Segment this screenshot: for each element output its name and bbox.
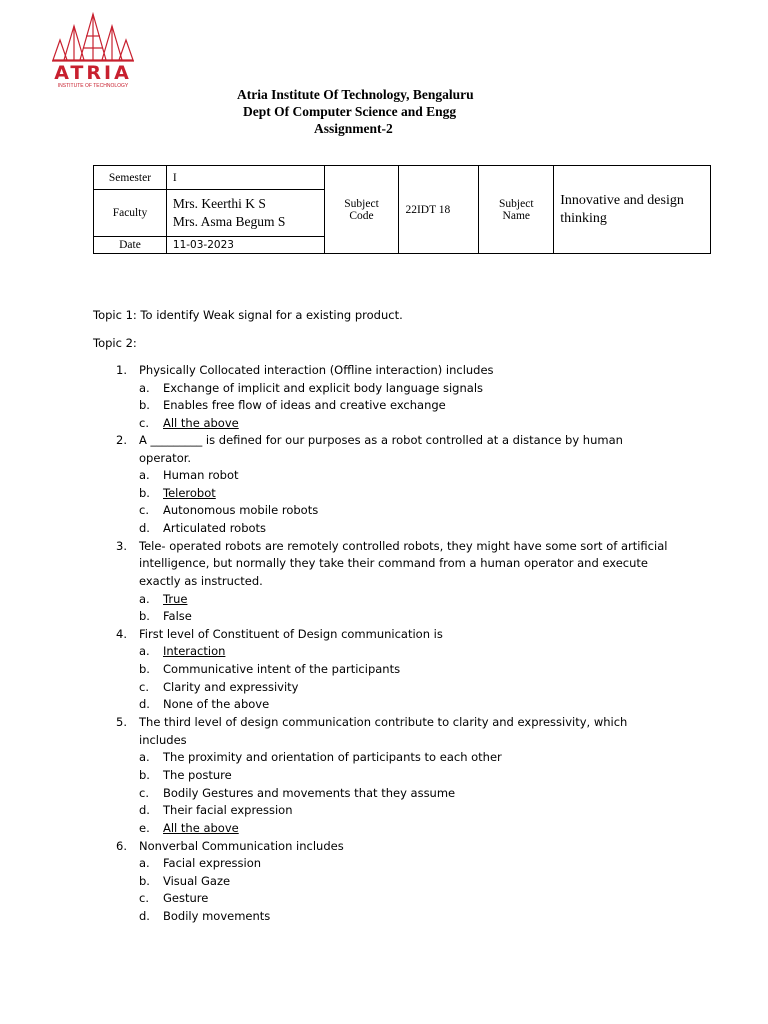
option-text: Communicative intent of the participants (163, 662, 401, 676)
correct-option-text: All the above (163, 416, 239, 430)
question-number: 3. (116, 539, 127, 553)
correct-option-text: True (163, 592, 188, 606)
subject-name-line-1: Innovative and design (560, 192, 684, 208)
option-letter: b. (139, 874, 150, 888)
option-letter: c. (139, 503, 149, 517)
option-text: Clarity and expressivity (163, 680, 299, 694)
question-number: 4. (116, 627, 127, 641)
question-text: Physically Collocated interaction (Offline interaction) includes (139, 363, 494, 377)
option-letter: d. (139, 697, 150, 711)
subject-code-label-line-1: Subject (344, 197, 379, 210)
option-letter: d. (139, 521, 150, 535)
option-letter: b. (139, 768, 150, 782)
question-number: 1. (116, 363, 127, 377)
question-text: The third level of design communication contribute to clarity and expressivity, which (139, 715, 628, 729)
option-text: Gesture (163, 891, 209, 905)
subject-name-label-line-2: Name (502, 209, 530, 222)
option-text: Autonomous mobile robots (163, 503, 319, 517)
subject-code-label-line-2: Code (349, 209, 374, 222)
option-text: Bodily movements (163, 909, 271, 923)
option-text: Facial expression (163, 856, 262, 870)
question-text: operator. (139, 451, 192, 465)
department-title: Dept Of Computer Science and Engg (243, 104, 457, 119)
option-letter: a. (139, 592, 150, 606)
option-letter: a. (139, 750, 150, 764)
option-letter: a. (139, 644, 150, 658)
question-text: includes (139, 733, 187, 747)
option-letter: c. (139, 786, 149, 800)
correct-option-text: Telerobot (163, 486, 216, 500)
question-text: intelligence, but normally they take their command from a human operator and execute (139, 556, 648, 570)
topic-1: Topic 1: To identify Weak signal for a existing product. (93, 308, 403, 322)
option-text: False (163, 609, 192, 623)
option-letter: b. (139, 609, 150, 623)
subject-name-label-line-1: Subject (499, 197, 534, 210)
option-letter: c. (139, 680, 149, 694)
option-text: Their facial expression (163, 803, 293, 817)
option-letter: d. (139, 803, 150, 817)
date-label: Date (94, 237, 167, 254)
option-text: Visual Gaze (163, 874, 231, 888)
option-letter: b. (139, 486, 150, 500)
option-letter: a. (139, 468, 150, 482)
option-text: None of the above (163, 697, 270, 711)
topic-2: Topic 2: (93, 336, 137, 350)
question-number: 5. (116, 715, 127, 729)
semester-label: Semester (94, 166, 167, 190)
question-number: 6. (116, 839, 127, 853)
subject-code-label (324, 166, 399, 254)
option-letter: a. (139, 856, 150, 870)
logo-subtext: INSTITUTE OF TECHNOLOGY (57, 83, 129, 89)
correct-option-text: Interaction (163, 644, 226, 658)
option-letter: a. (139, 381, 150, 395)
institute-title: Atria Institute Of Technology, Bengaluru (237, 87, 474, 102)
assignment-title: Assignment-2 (314, 121, 393, 136)
option-letter: c. (139, 416, 149, 430)
question-text: A _________ is defined for our purposes as a robot controlled at a distance by human (139, 433, 623, 447)
option-letter: e. (139, 821, 150, 835)
option-text: Exchange of implicit and explicit body language signals (163, 381, 484, 395)
subject-code-value: 22IDT 18 (399, 166, 479, 254)
option-text: Human robot (163, 468, 239, 482)
subject-name-label (479, 166, 554, 254)
question-text: exactly as instructed. (139, 574, 263, 588)
question-text: Nonverbal Communication includes (139, 839, 344, 853)
faculty-name-2: Mrs. Asma Begum S (172, 214, 286, 229)
option-text: Articulated robots (163, 521, 267, 535)
option-letter: c. (139, 891, 149, 905)
faculty-value (166, 190, 324, 237)
subject-name-value (554, 166, 711, 254)
option-text: Enables free flow of ideas and creative exchange (163, 398, 446, 412)
date-value: 11-03-2023 (166, 237, 324, 254)
faculty-label: Faculty (94, 190, 167, 237)
option-text: The proximity and orientation of participants to each other (163, 750, 502, 764)
semester-value: I (166, 166, 324, 190)
faculty-name-1: Mrs. Keerthi K S (172, 196, 266, 211)
subject-name-line-2: thinking (560, 210, 607, 226)
logo-building-icon (50, 12, 136, 64)
correct-option-text: All the above (163, 821, 239, 835)
option-letter: d. (139, 909, 150, 923)
question-text: First level of Constituent of Design communication is (139, 627, 443, 641)
question-number: 2. (116, 433, 127, 447)
option-text: The posture (163, 768, 232, 782)
option-letter: b. (139, 662, 150, 676)
atria-logo (50, 12, 136, 92)
option-text: Bodily Gestures and movements that they assume (163, 786, 456, 800)
logo-wordmark: ATRIA (54, 62, 132, 84)
question-text: Tele- operated robots are remotely controlled robots, they might have some sort of artificial (139, 539, 668, 553)
course-info-table (93, 165, 711, 254)
option-letter: b. (139, 398, 150, 412)
